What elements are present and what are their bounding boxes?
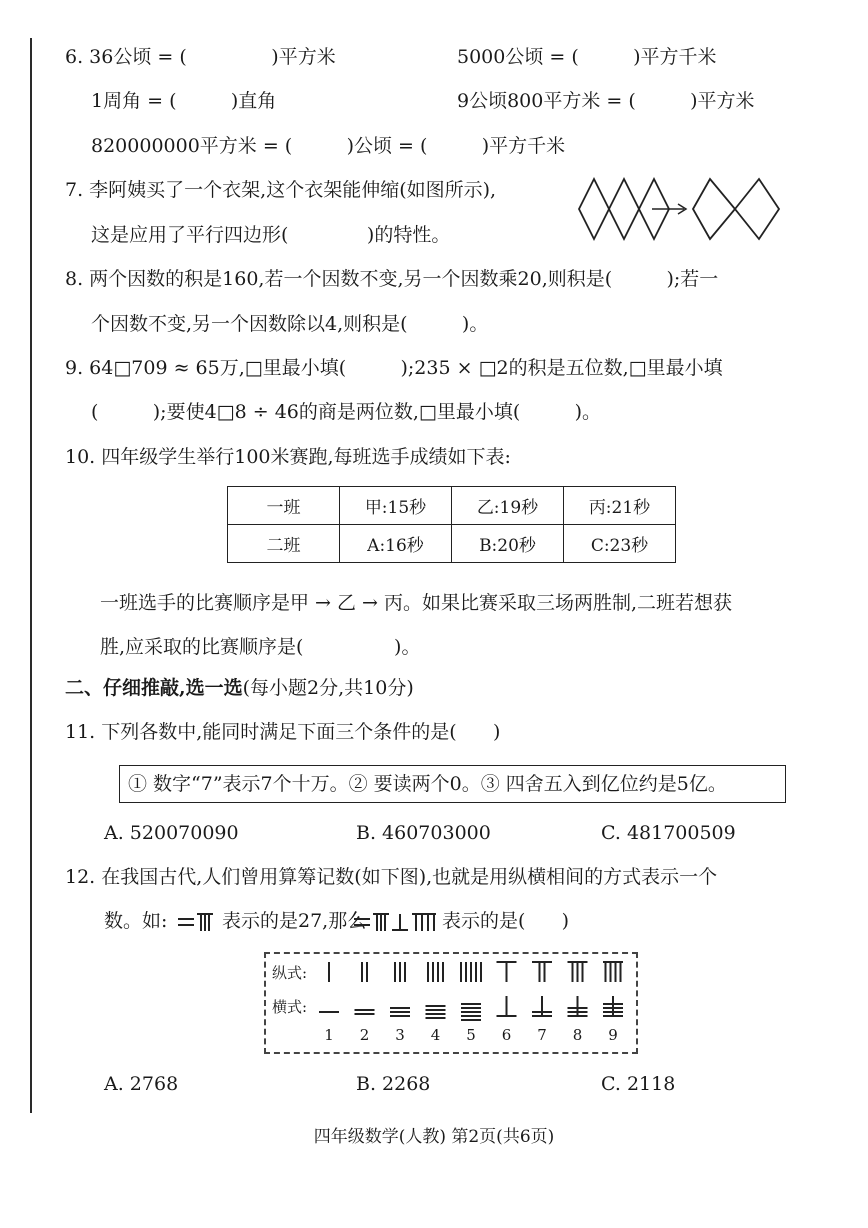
q11-option-b: B. 460703000 <box>356 822 491 844</box>
rod-horizontal-3 <box>390 1008 410 1016</box>
q11-option-a: A. 520070090 <box>104 822 239 844</box>
q12-option-a: A. 2768 <box>104 1073 179 1095</box>
wide-rhombus-2 <box>735 179 779 239</box>
rod-vertical-7 <box>532 962 552 982</box>
table-cell: 二班 <box>228 525 340 563</box>
rod-horizontal-6 <box>497 996 517 1016</box>
rod-vertical-5 <box>461 962 481 982</box>
rod-digit-label: 9 <box>608 1026 618 1044</box>
table-cell: 甲:15秒 <box>340 487 452 525</box>
q9-line1: 9. 64□709 ≈ 65万,□里最小填( );235 × □2的积是五位数,□里最小填 <box>65 357 723 379</box>
rod-vertical-2 <box>362 962 367 982</box>
rod-horizontal-4 <box>426 1006 446 1018</box>
table-cell: A:16秒 <box>340 525 452 563</box>
q6-row1-left: 6. 36公顷 = ( )平方米 <box>65 46 336 68</box>
q11-stem: 11. 下列各数中,能同时满足下面三个条件的是( ) <box>65 721 501 743</box>
q6-row2-left: 1周角 = ( )直角 <box>91 90 277 112</box>
rod-digit-label: 6 <box>501 1026 512 1044</box>
spacer-2 <box>779 194 800 224</box>
rod-vertical-3 <box>395 962 405 982</box>
table-cell: C:23秒 <box>564 525 676 563</box>
q8-line1: 8. 两个因数的积是160,若一个因数不变,另一个因数乘20,则积是( );若一 <box>65 268 719 290</box>
q7-line1: 7. 李阿姨买了一个衣架,这个衣架能伸缩(如图所示), <box>65 179 497 201</box>
q6-row1-right: 5000公顷 = ( )平方千米 <box>457 46 717 68</box>
q11-conditions-box: ① 数字“7”表示7个十万。② 要读两个0。③ 四舍五入到亿位约是5亿。 <box>119 765 786 803</box>
rod-horizontal-2 <box>355 1010 375 1014</box>
q10-line2: 一班选手的比赛顺序是甲 → 乙 → 丙。如果比赛采取三场两胜制,二班若想获 <box>100 592 733 614</box>
spacer <box>696 179 734 239</box>
q8-line2: 个因数不变,另一个因数除以4,则积是( )。 <box>91 313 489 335</box>
q6-row3: 820000000平方米 = ( )公顷 = ( )平方千米 <box>91 135 566 157</box>
q10-line1: 10. 四年级学生举行100米赛跑,每班选手成绩如下表: <box>65 446 511 468</box>
rod-numeral-27 <box>176 910 216 934</box>
section2-hint: (每小题2分,共10分) <box>242 677 414 699</box>
rod-digit-label: 5 <box>466 1026 476 1044</box>
rod-digit-label: 4 <box>430 1026 441 1044</box>
q12-line2-b: 表示的是27,那么 <box>222 910 367 932</box>
rod-vertical-9 <box>603 962 623 982</box>
table-cell: 乙:19秒 <box>452 487 564 525</box>
table-row <box>228 525 676 563</box>
table-cell: 丙:21秒 <box>564 487 676 525</box>
rod-numeral-table <box>264 952 638 1054</box>
rod-vertical-4 <box>428 962 443 982</box>
q12-option-c: C. 2118 <box>601 1073 676 1095</box>
q7-line2: 这是应用了平行四边形( )的特性。 <box>91 224 451 246</box>
score-table <box>227 486 676 563</box>
hanger-figure <box>574 174 804 244</box>
page-footer: 四年级数学(人教) 第2页(共6页) <box>313 1127 555 1147</box>
table-row <box>228 487 676 525</box>
rod-vertical-6 <box>497 962 517 982</box>
page-margin-line <box>30 38 32 1113</box>
rod-horizontal-9 <box>603 996 623 1016</box>
rod-horizontal-8 <box>568 996 588 1016</box>
q12-line2-a: 数。如: <box>104 910 168 932</box>
vertical-label: 纵式: <box>272 964 308 982</box>
horizontal-label: 横式: <box>272 998 308 1016</box>
rod-numeral-question <box>352 910 440 934</box>
table-cell: 一班 <box>228 487 340 525</box>
rod-horizontal-5 <box>461 1004 481 1020</box>
narrow-rhombus-1 <box>579 179 609 239</box>
rod-digit-label: 1 <box>324 1026 334 1044</box>
section2-heading <box>65 675 414 701</box>
q12-line2-c: 表示的是( ) <box>442 910 570 932</box>
table-cell: B:20秒 <box>452 525 564 563</box>
q12-option-b: B. 2268 <box>356 1073 431 1095</box>
section2-title: 二、仔细推敲,选一选 <box>65 677 243 699</box>
rod-horizontal-7 <box>532 996 552 1016</box>
q9-line2: ( );要使4□8 ÷ 46的商是两位数,□里最小填( )。 <box>91 401 602 423</box>
wide-rhombus-1 <box>693 179 735 239</box>
q11-option-c: C. 481700509 <box>601 822 736 844</box>
q10-line3: 胜,应采取的比赛顺序是( )。 <box>100 636 421 658</box>
rod-digit-label: 3 <box>395 1026 405 1044</box>
q6-row2-right: 9公顷800平方米 = ( )平方米 <box>457 90 755 112</box>
rod-digit-label: 2 <box>359 1026 370 1044</box>
narrow-rhombus-2 <box>609 179 639 239</box>
rod-vertical-8 <box>568 962 588 982</box>
rod-digit-label: 7 <box>537 1026 547 1044</box>
q12-line1: 12. 在我国古代,人们曾用算筹记数(如下图),也就是用纵横相间的方式表示一个 <box>65 866 718 888</box>
rod-digit-label: 8 <box>572 1026 583 1044</box>
